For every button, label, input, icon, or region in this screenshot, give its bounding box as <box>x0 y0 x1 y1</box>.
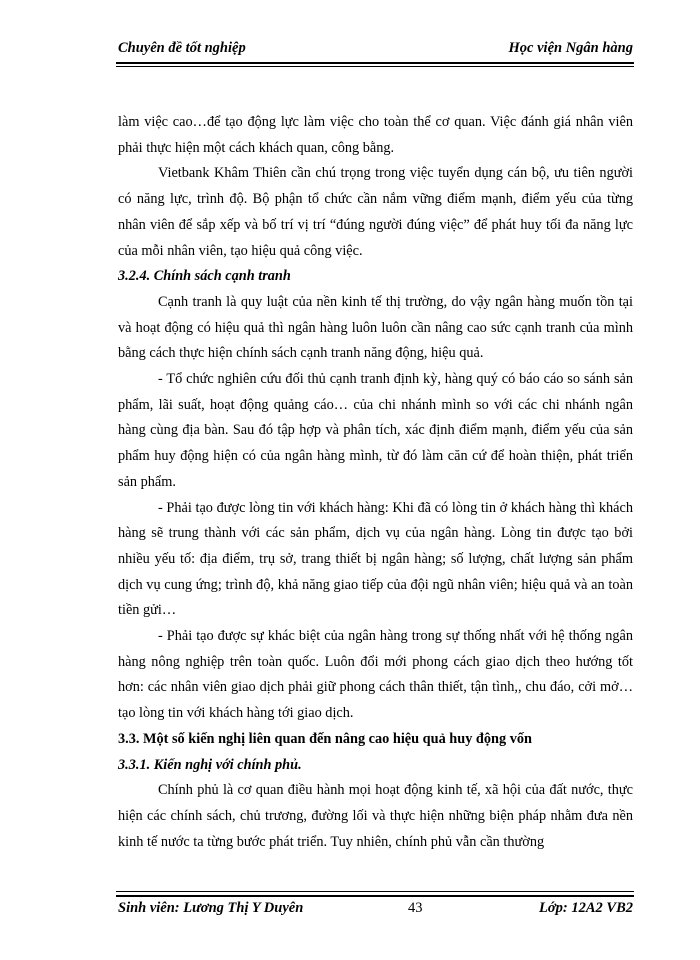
header-rule <box>116 62 634 64</box>
subsection-heading: 3.3.1. Kiến nghị với chính phủ. <box>118 756 302 773</box>
footer-rule <box>116 895 634 897</box>
paragraph: Chính phủ là cơ quan điều hành mọi hoạt động kinh tế, xã hội của đất nước, thực hiện các chính sách, chủ trương, đường lối và thực hiện những biện pháp nhằm đưa nền kinh tế nước ta từng bước phát triển. Tuy nhiên, chính phủ vẫn cần thường <box>118 782 633 850</box>
footer-student: Sinh viên: Lương Thị Y Duyên <box>118 900 304 916</box>
header-rule-thin <box>116 66 634 67</box>
paragraph: làm việc cao…để tạo động lực làm việc cho toàn thể cơ quan. Việc đánh giá nhân viên phải thực hiện một cách khách quan, công bằng. <box>118 114 633 156</box>
header-title: Chuyên đề tốt nghiệp <box>118 40 246 56</box>
footer-class: Lớp: 12A2 VB2 <box>539 900 633 916</box>
header-institution: Học viện Ngân hàng <box>508 40 633 56</box>
page-footer <box>118 900 633 920</box>
paragraph: - Phải tạo được sự khác biệt của ngân hàng trong sự thống nhất với hệ thống ngân hàng nông nghiệp trên toàn quốc. Luôn đổi mới phong cách giao dịch theo hướng tốt hơn: các nhân viên giao dịch phải giữ phong cách thân thiết, tận tình,, chu đáo, cởi mở… tạo lòng tin với khách hàng tới giao dịch. <box>118 628 633 722</box>
footer-rule-thin <box>116 891 634 892</box>
section-heading: 3.3. Một số kiến nghị liên quan đến nâng cao hiệu quả huy động vốn <box>118 730 532 747</box>
page-number: 43 <box>408 900 423 916</box>
page-header <box>118 40 633 60</box>
section-heading: 3.2.4. Chính sách cạnh tranh <box>118 268 291 285</box>
paragraph: - Phải tạo được lòng tin với khách hàng: Khi đã có lòng tin ở khách hàng thì khách hàng sẽ trung thành với các sản phẩm, dịch vụ của ngân hàng. Lòng tin được tạo bởi nhiều yếu tố: địa điểm, trụ sở, trang thiết bị ngân hàng; số lượng, chất lượng sản phẩm dịch vụ cung ứng; trình độ, khả năng giao tiếp của đội ngũ nhân viên; hiệu quả và an toàn tiền gửi… <box>118 499 633 619</box>
paragraph: Vietbank Khâm Thiên cần chú trọng trong việc tuyển dụng cán bộ, ưu tiên người có năng lực, trình độ. Bộ phận tổ chức cần nắm vững điểm mạnh, điểm yếu của từng nhân viên để sắp xếp và bố trí vị trí “đúng người đúng việc” để phát huy tối đa năng lực của mỗi nhân viên, tạo hiệu quả công việc. <box>118 165 633 259</box>
document-body <box>118 110 633 855</box>
paragraph: - Tổ chức nghiên cứu đối thủ cạnh tranh định kỳ, hàng quý có báo cáo so sánh sản phẩm, lãi suất, hoạt động quảng cáo… của chi nhánh mình so với các chi nhánh ngân hàng cùng địa bàn. Sau đó tập hợp và phân tích, xác định điểm mạnh, điểm yếu của sản phẩm huy động hiện có của ngân hàng mình, từ đó làm căn cứ để hoàn thiện, phát triển sản phẩm. <box>118 371 633 490</box>
paragraph: Cạnh tranh là quy luật của nền kinh tế thị trường, do vậy ngân hàng muốn tồn tại và hoạt động có hiệu quả thì ngân hàng luôn luôn cần nâng cao sức cạnh tranh của mình bằng cách thực hiện chính sách cạnh tranh năng động, hiệu quả. <box>118 293 633 362</box>
